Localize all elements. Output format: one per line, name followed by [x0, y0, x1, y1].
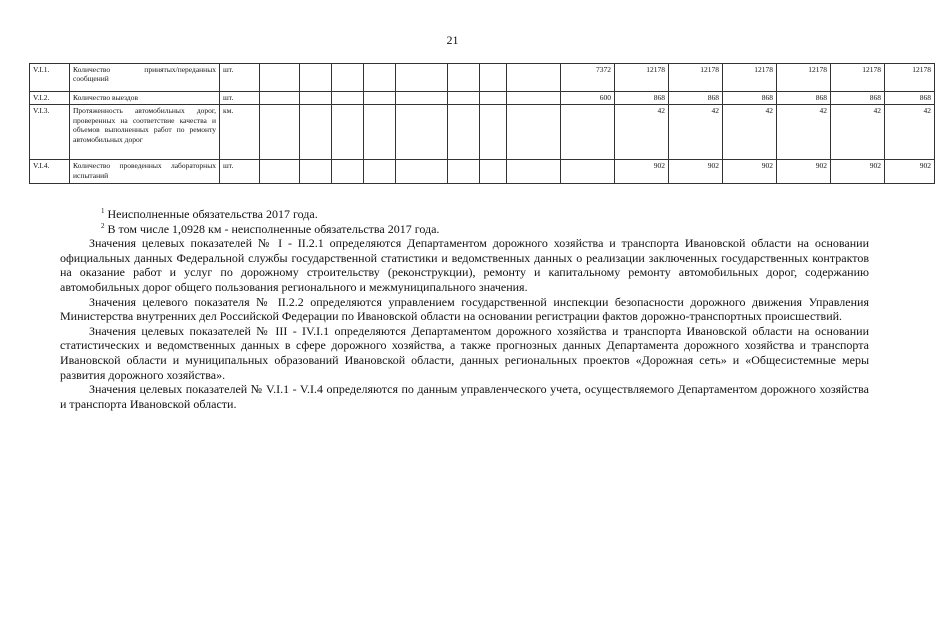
- value-cell: 42: [831, 105, 885, 160]
- paragraph: Значения целевых показателей № III - IV.I.1 определяются Департаментом дорожного хозяйства и транспорта Ивановской области на основании статистических и ведомственных данных в сфере дорожного хозяйства, а также прогнозных данных Департамента дорожного хозяйства и транспорта Ивановской области и муниципальных образований Ивановской области, данных региональных проектов «Дорожная сеть» и «Общесистемные меры развития дорожного хозяйства».: [60, 323, 869, 382]
- footnote-mark: 2: [101, 221, 105, 230]
- value-cell: 12178: [885, 64, 935, 92]
- value-cell: 7372: [561, 64, 615, 92]
- row-code: V.I.2.: [30, 92, 70, 105]
- value-cell: [507, 64, 561, 92]
- table-row: [30, 92, 935, 105]
- paragraph: Значения целевых показателей № V.I.1 - V.I.4 определяются по данным управленческого учета, осуществляемого Департаментом дорожного хозяйства и транспорта Ивановской области.: [60, 382, 869, 411]
- row-name: Количество проведенных лабораторных испытаний: [70, 160, 220, 184]
- value-cell: [332, 105, 364, 160]
- table-row: [30, 64, 935, 92]
- value-cell: 12178: [615, 64, 669, 92]
- value-cell: 902: [615, 160, 669, 184]
- value-cell: [448, 64, 480, 92]
- value-cell: [396, 92, 448, 105]
- paragraph: Значения целевого показателя № II.2.2 определяются управлением государственной инспекции безопасности дорожного движения Управления Министерства внутренних дел Российской Федерации по Ивановской области на основании регистрации фактов дорожно-транспортных происшествий.: [60, 294, 869, 324]
- value-cell: 868: [669, 92, 723, 105]
- footnote-text: В том числе 1,0928 км - неисполненные обязательства 2017 года.: [107, 221, 440, 236]
- footnote-mark: 1: [101, 207, 105, 215]
- value-cell: 12178: [723, 64, 777, 92]
- value-cell: 42: [615, 105, 669, 160]
- value-cell: [396, 105, 448, 160]
- row-name: Количество принятых/переданных сообщений: [70, 64, 220, 92]
- value-cell: 42: [669, 105, 723, 160]
- value-cell: [260, 160, 300, 184]
- indicators-table: [29, 63, 935, 184]
- row-unit: км.: [220, 105, 260, 160]
- value-cell: 12178: [669, 64, 723, 92]
- value-cell: [448, 160, 480, 184]
- value-cell: 902: [885, 160, 935, 184]
- value-cell: [364, 160, 396, 184]
- footnote-1: [89, 207, 869, 222]
- value-cell: 902: [723, 160, 777, 184]
- value-cell: 868: [615, 92, 669, 105]
- value-cell: [507, 105, 561, 160]
- value-cell: 42: [885, 105, 935, 160]
- value-cell: 868: [777, 92, 831, 105]
- page-number: 21: [446, 33, 459, 47]
- value-cell: [364, 92, 396, 105]
- row-code: V.I.4.: [30, 160, 70, 184]
- value-cell: [448, 105, 480, 160]
- value-cell: [507, 92, 561, 105]
- value-cell: [260, 64, 300, 92]
- value-cell: [561, 160, 615, 184]
- value-cell: 42: [723, 105, 777, 160]
- value-cell: [332, 92, 364, 105]
- value-cell: [300, 64, 332, 92]
- value-cell: 868: [885, 92, 935, 105]
- value-cell: [300, 92, 332, 105]
- paragraph: Значения целевых показателей № I - II.2.1 определяются Департаментом дорожного хозяйства и транспорта Ивановской области на основании официальных данных Федеральной службы государственной статистики и ведомственных данных о реализации заключенных государственных контрактов на оказание работ и услуг по дорожному строительству (реконструкции), ремонту и капитальному ремонту автомобильных дорог, содержанию автомобильных дорог общего пользования регионального и межмуниципального значения.: [60, 236, 869, 294]
- value-cell: [260, 92, 300, 105]
- row-name: Количество выездов: [70, 92, 220, 105]
- value-cell: [396, 160, 448, 184]
- value-cell: [396, 64, 448, 92]
- row-code: V.I.1.: [30, 64, 70, 92]
- table-row: [30, 105, 935, 160]
- value-cell: [332, 64, 364, 92]
- row-unit: шт.: [220, 160, 260, 184]
- value-cell: 12178: [831, 64, 885, 92]
- value-cell: [364, 105, 396, 160]
- value-cell: 12178: [777, 64, 831, 92]
- row-code: V.I.3.: [30, 105, 70, 160]
- value-cell: [300, 160, 332, 184]
- value-cell: 868: [831, 92, 885, 105]
- row-unit: шт.: [220, 92, 260, 105]
- table-row: [30, 160, 935, 184]
- value-cell: [300, 105, 332, 160]
- value-cell: [480, 64, 507, 92]
- value-cell: [332, 160, 364, 184]
- value-cell: [480, 105, 507, 160]
- value-cell: [448, 92, 480, 105]
- value-cell: [364, 64, 396, 92]
- value-cell: [260, 105, 300, 160]
- value-cell: [507, 160, 561, 184]
- footnote-text: Неисполненные обязательства 2017 года.: [107, 207, 318, 221]
- row-unit: шт.: [220, 64, 260, 92]
- value-cell: 902: [669, 160, 723, 184]
- footnote-2: [89, 222, 869, 237]
- value-cell: 868: [723, 92, 777, 105]
- notes-section: [60, 207, 869, 411]
- row-name: Протяженность автомобильных дорог, проверенных на соответствие качества и объемов выполненных работ по ремонту автомобильных дорог: [70, 105, 220, 160]
- value-cell: 902: [831, 160, 885, 184]
- value-cell: 42: [777, 105, 831, 160]
- value-cell: 902: [777, 160, 831, 184]
- value-cell: [561, 105, 615, 160]
- value-cell: [480, 92, 507, 105]
- value-cell: [480, 160, 507, 184]
- value-cell: 600: [561, 92, 615, 105]
